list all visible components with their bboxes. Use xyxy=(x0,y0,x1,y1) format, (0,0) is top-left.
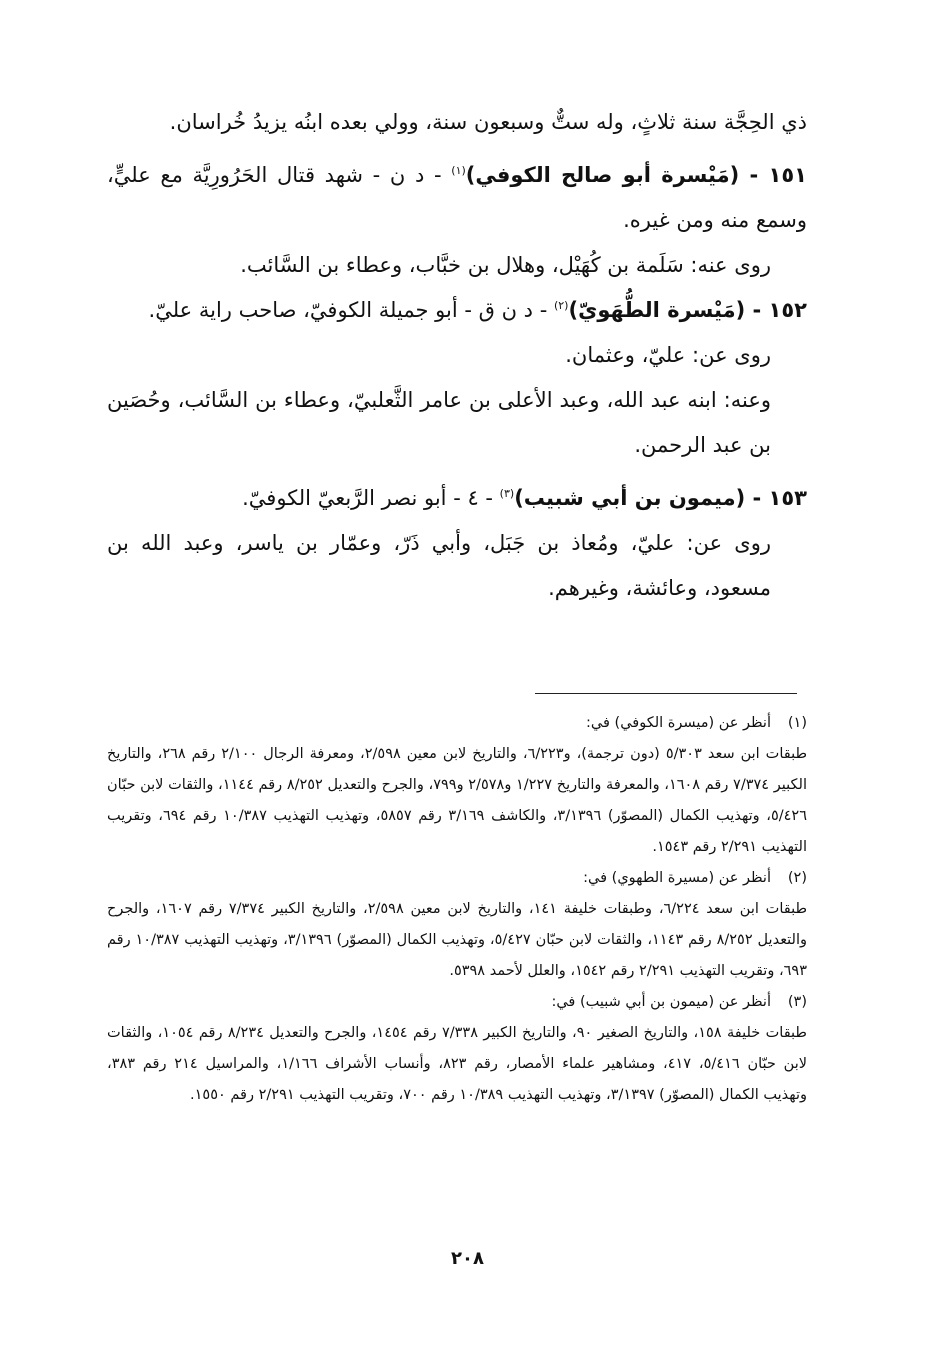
footnote-number: (١) xyxy=(787,715,807,731)
footnote-title: أنظر عن (ميسرة الكوفي) في: xyxy=(586,715,771,731)
entry-line: روى عن: عليّ، وعثمان. xyxy=(565,343,771,367)
entry-heading xyxy=(107,288,807,333)
footnote-ref: (٢) xyxy=(553,299,569,312)
main-text xyxy=(107,100,807,611)
entry-line: وعنه: ابنه عبد الله، وعبد الأعلى بن عامر الثَّعلبيّ، وعطاء بن السَّائب، وحُصَين بن عبد الرحمن. xyxy=(107,388,771,457)
intro-paragraph: ذي الحِجَّة سنة ثلاثٍ، وله ستٌّ وسبعون سنة، وولي بعده ابنُه يزيدُ خُراسان. xyxy=(169,110,807,134)
footnote-ref: (٣) xyxy=(499,487,515,500)
footnote-3 xyxy=(107,987,807,1111)
entry-heading xyxy=(107,153,807,243)
entry-152 xyxy=(107,288,807,468)
entry-description: - د ن ق - أبو جميلة الكوفيّ، صاحب راية عليّ. xyxy=(148,298,554,322)
footnote-number: (٣) xyxy=(787,994,807,1010)
footnotes xyxy=(107,708,807,1111)
footnote-title-row xyxy=(107,708,807,739)
footnote-title-row xyxy=(107,863,807,894)
footnote-text: طبقات خليفة ١٥٨، والتاريخ الصغير ٩٠، والتاريخ الكبير ٧/٣٣٨ رقم ١٤٥٤، والجرح والتعديل ٨/٢٣٤ رقم ١٠٥٤، والثقات لابن حبّان ٥/٤١٦، ٤١٧، ومشاهير علماء الأمصار، رقم ٨٢٣، وأنساب الأشراف ١/١٦٦، والمراسيل ٢١٤ رقم ٣٨٣، وتهذيب الكمال (المصوّر) ٣/١٣٩٧، وتهذيب التهذيب ١٠/٣٨٩ رقم ٧٠٠، وتقريب التهذيب ٢/٢٩١ رقم ١٥٥٠. xyxy=(107,1025,808,1103)
entry-title: ١٥١ - (مَيْسرة أبو صالح الكوفي) xyxy=(465,163,807,187)
entry-description: - ٤ - أبو نصر الرَّبعيّ الكوفيّ. xyxy=(242,486,500,510)
footnote-title: أنظر عن (ميمون بن أبي شبيب) في: xyxy=(551,994,771,1010)
footnote-title-row xyxy=(107,987,807,1018)
footnote-title: أنظر عن (مسيرة الطهوي) في: xyxy=(583,870,771,886)
entry-line: روى عنه: سَلَمة بن كُهَيْل، وهلال بن خبَّاب، وعطاء بن السَّائب. xyxy=(240,253,771,277)
entry-description: - د ن - شهد قتال الحَرُورِيَّة مع عليٍّ، وسمع منه ومن غيره. xyxy=(107,163,807,232)
footnote-text: طبقات ابن سعد ٦/٢٢٤، وطبقات خليفة ١٤١، والتاريخ لابن معين ٢/٥٩٨، والتاريخ الكبير ٧/٣٧٤ رقم ١٦٠٧، والجرح والتعديل ٨/٢٥٢ رقم ١١٤٣، والثقات لابن حبّان ٥/٤٢٧، وتهذيب الكمال (المصوّر) ٣/١٣٩٦، وتهذيب التهذيب ١٠/٣٨٧ رقم ٦٩٣، وتقريب التهذيب ٢/٢٩١ رقم ١٥٤٢، والعلل لأحمد ٥٣٩٨. xyxy=(107,901,808,979)
footnote-text: طبقات ابن سعد ٥/٣٠٣ (دون ترجمة)، و٦/٢٢٣، والتاريخ لابن معين ٢/٥٩٨، ومعرفة الرجال ٢/١٠٠ رقم ٢٦٨، والتاريخ الكبير ٧/٣٧٤ رقم ١٦٠٨، والمعرفة والتاريخ ١/٢٢٧ و٢/٥٧٨ و٧٩٩، والجرح والتعديل ٨/٢٥٢ رقم ١١٤٤، والثقات لابن حبّان ٥/٤٢٦، وتهذيب الكمال (المصوّر) ٣/١٣٩٦، والكاشف ٣/١٦٩ رقم ٥٨٥٧، وتهذيب التهذيب ١٠/٣٨٧ رقم ٦٩٤، وتقريب التهذيب ٢/٢٩١ رقم ١٥٤٣. xyxy=(107,746,807,855)
footnote-1 xyxy=(107,708,807,863)
footnote-divider xyxy=(535,693,797,694)
entry-line: روى عن: عليّ، ومُعاذ بن جَبَل، وأبي ذَرّ، وعمّار بن ياسر، وعبد الله بن مسعود، وعائشة، وغيرهم. xyxy=(107,531,771,600)
footnote-2 xyxy=(107,863,807,987)
entry-151 xyxy=(107,153,807,288)
entry-heading xyxy=(107,476,807,521)
entry-153 xyxy=(107,476,807,611)
entry-title: ١٥٣ - (ميمون بن أبي شبيب) xyxy=(514,486,807,510)
footnote-ref: (١) xyxy=(451,164,466,177)
entry-title: ١٥٢ - (مَيْسرة الطُّهَويّ) xyxy=(568,298,807,322)
footnote-number: (٢) xyxy=(787,870,807,886)
page-number: ٢٠٨ xyxy=(451,1248,484,1269)
